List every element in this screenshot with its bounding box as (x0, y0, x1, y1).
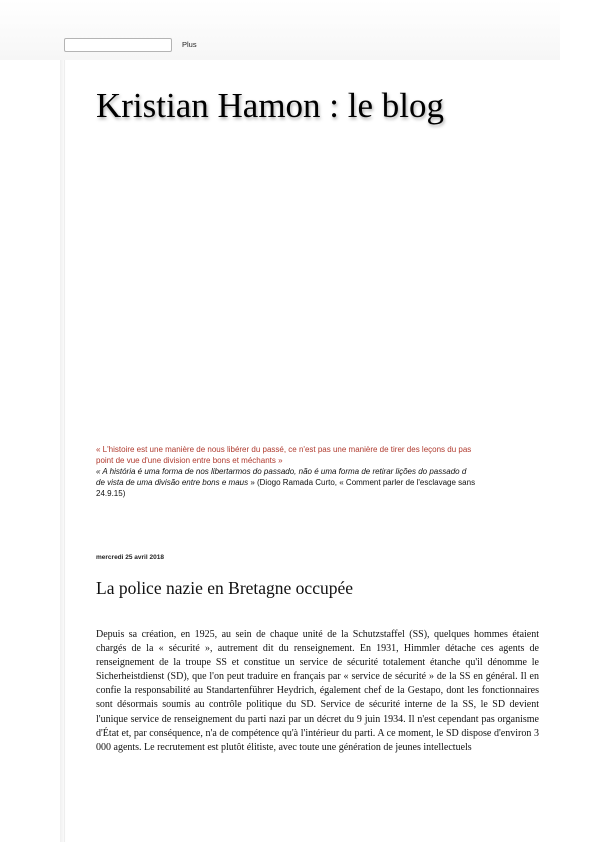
description-line: point de vue d'une division entre bons et méchants » (96, 456, 283, 465)
blog-description (96, 444, 560, 499)
description-line: 24.9.15) (96, 489, 126, 498)
description-line (96, 477, 560, 488)
page-edge (64, 60, 65, 842)
description-text: » (Diogo Ramada Curto, « Comment parler de l'esclavage sans (248, 478, 476, 487)
blogger-navbar (0, 0, 560, 60)
description-line: « L'histoire est une manière de nous libérer du passé, ce n'est pas une manière de tirer des leçons du pas (96, 445, 472, 454)
description-italic: « A história é uma forma de nos libertarmos do passado, não é uma forma de retirar lições do passado d (96, 467, 467, 476)
description-line (96, 466, 560, 477)
description-italic: de vista de uma divisão entre bons e maus (96, 478, 249, 487)
search-input[interactable] (64, 38, 172, 52)
post-title[interactable]: La police nazie en Bretagne occupée (96, 578, 354, 598)
post-date: mercredi 25 avril 2018 (96, 554, 164, 561)
post-body: Depuis sa création, en 1925, au sein de chaque unité de la Schutzstaffel (SS), quelques hommes étaient chargés de la « sécurité », autrement dit du renseignement. En 1931, Himmler détache ces agents de renseignement de la troupe SS et constitue un service de sécurité totalement étanche qu'il dénomme le Sicherheistdienst (SD), que l'on peut traduire en français par « service de sécurité » de la SS en général. Il en confie la responsabilité au Standartenführer Heydrich, également chef de la Gestapo, dont les fonctionnaires sont désormais soumis au contrôle politique du SD. Service de sécurité interne de la SS, le SD devient l'unique service de renseignement du parti nazi par un décret du 9 juin 1934. Il n'est cependant pas organisme d'État et, par conséquence, n'a de compétence qu'à l'intérieur du parti. A ce moment, le SD dispose d'environ 3 000 agents. Le recrutement est plutôt élitiste, avec toute une génération de jeunes intellectuels (96, 629, 539, 753)
more-link[interactable]: Plus (182, 40, 197, 49)
page-shadow (60, 60, 66, 842)
blog-title[interactable]: Kristian Hamon : le blog (96, 86, 445, 125)
